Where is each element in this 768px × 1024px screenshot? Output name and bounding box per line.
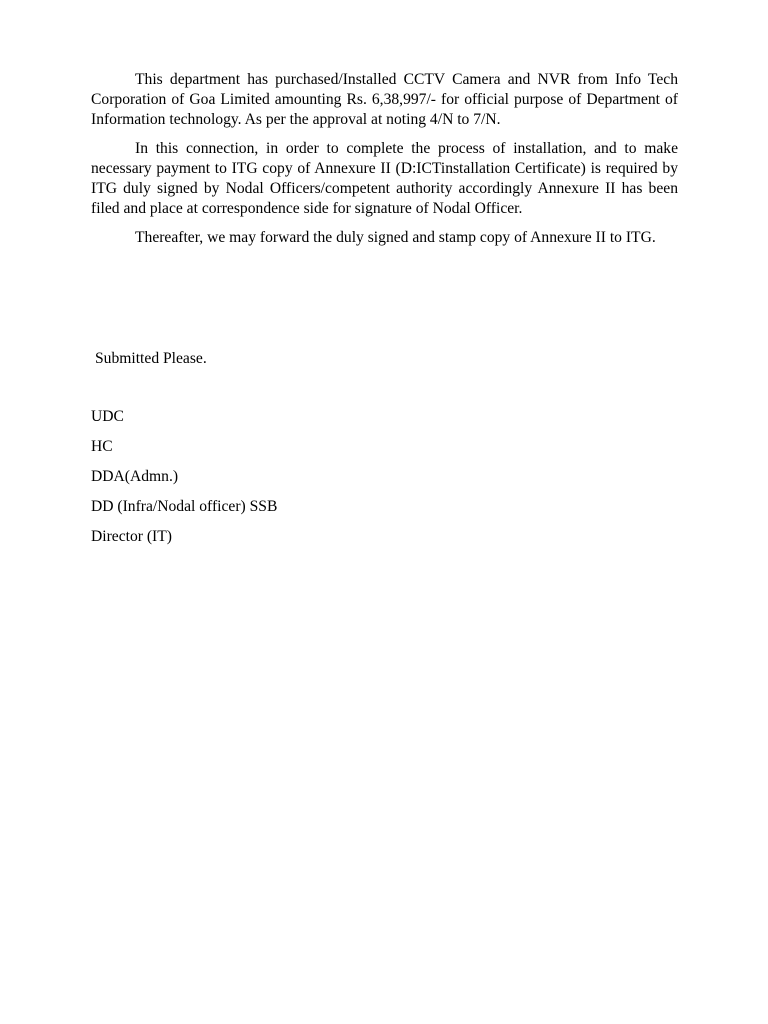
note-body — [91, 70, 678, 248]
routing-item-hc: HC — [91, 438, 113, 455]
paragraph-forward: Thereafter, we may forward the duly signed and stamp copy of Annexure II to ITG. — [135, 229, 656, 246]
routing-item-udc: UDC — [91, 408, 124, 425]
closing-text: Submitted Please. — [95, 350, 207, 367]
paragraph-installation: In this connection, in order to complete the process of installation, and to make necessary payment to ITG copy of Annexure II (D:ICTinstallation Certificate) is required by ITG duly signed by Nodal Officers/competent authority accordingly Annexure II has been filed and place at correspondence side for signature of Nodal Officer. — [91, 140, 678, 217]
routing-list — [91, 407, 277, 557]
paragraph-purchase: This department has purchased/Installed CCTV Camera and NVR from Info Tech Corporation of Goa Limited amounting Rs. 6,38,997/- for official purpose of Department of Information technology. As per the approval at noting 4/N to 7/N. — [91, 71, 678, 128]
routing-item-director: Director (IT) — [91, 528, 172, 545]
routing-item-dd-infra: DD (Infra/Nodal officer) SSB — [91, 498, 278, 515]
routing-item-dda: DDA(Admn.) — [91, 468, 179, 485]
